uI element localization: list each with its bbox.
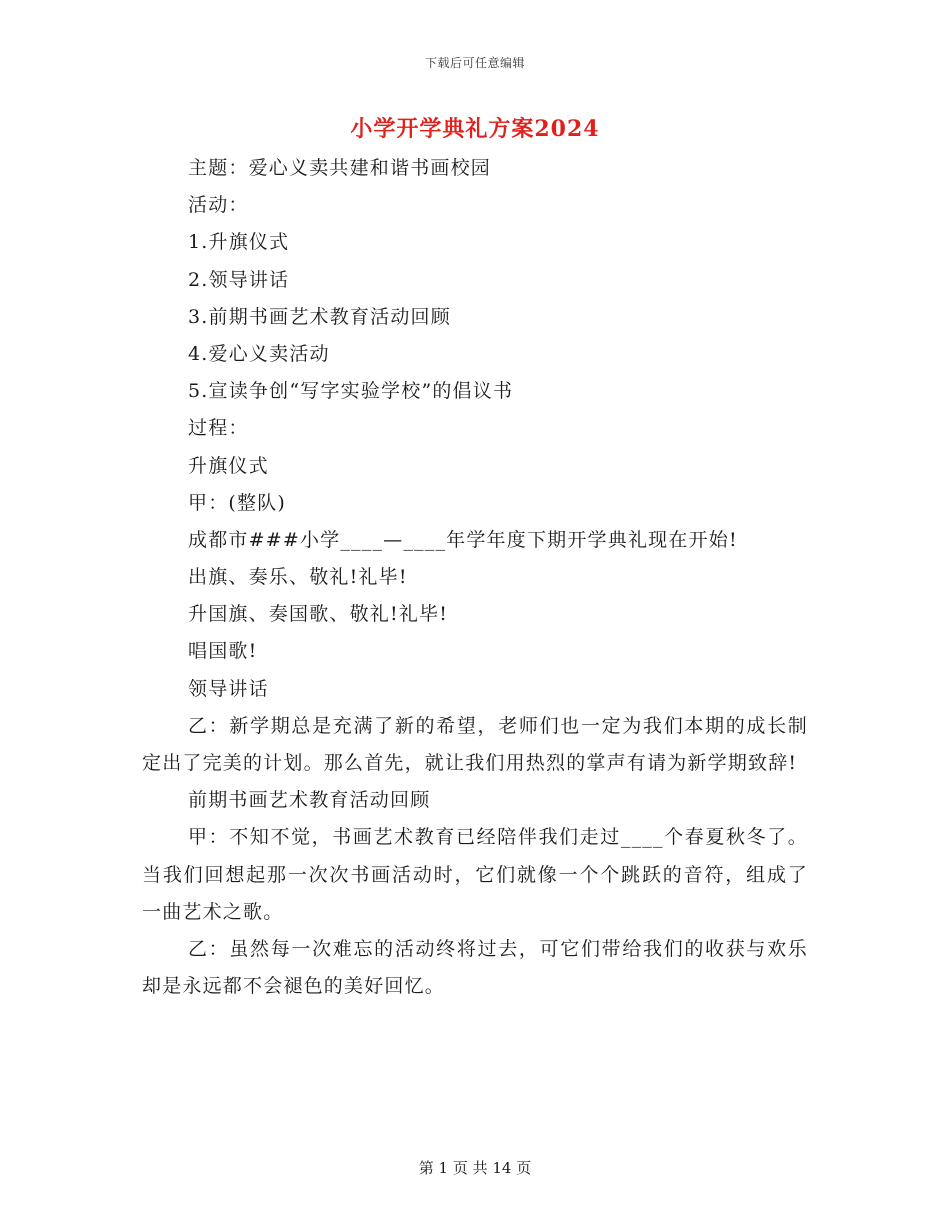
activity-item-5: 5.宣读争创“写字实验学校”的倡议书 xyxy=(188,380,514,403)
section-heading-flag: 升旗仪式 xyxy=(188,454,269,477)
document-title: 小学开学典礼方案2024 xyxy=(350,116,600,142)
flag-raise-line: 升国旗、奏国歌、敬礼!礼毕! xyxy=(188,603,449,626)
process-label: 过程： xyxy=(188,417,249,440)
flag-out-line: 出旗、奏乐、敬礼!礼毕! xyxy=(188,566,408,589)
header-note: 下载后可任意编辑 xyxy=(424,56,525,70)
activity-item-4: 4.爱心义卖活动 xyxy=(188,342,330,365)
activity-item-3: 3.前期书画艺术教育活动回顾 xyxy=(188,305,451,328)
activity-item-1: 1.升旗仪式 xyxy=(188,231,290,254)
document-body xyxy=(142,150,808,1005)
theme-line: 主题：爱心义卖共建和谐书画校园 xyxy=(188,157,492,179)
page-indicator: 第 1 页 共 14 页 xyxy=(418,1159,532,1177)
paragraph-jia-review: 甲：不知不觉，书画艺术教育已经陪伴我们走过____个春夏秋冬了。当我们回想起那一次次书画活动时，它们就像一个个跳跃的音符，组成了一曲艺术之歌。 xyxy=(142,826,808,923)
activities-label: 活动： xyxy=(188,194,249,217)
paragraph-yi-speech: 乙：新学期总是充满了新的希望，老师们也一定为我们本期的成长制定出了完美的计划。那么首先，就让我们用热烈的掌声有请为新学期致辞! xyxy=(142,714,808,775)
anthem-line: 唱国歌! xyxy=(188,640,258,663)
jia-line: 甲：(整队) xyxy=(188,491,287,514)
opening-line: 成都市###小学____—____年学年度下期开学典礼现在开始! xyxy=(188,528,738,551)
section-heading-review: 前期书画艺术教育活动回顾 xyxy=(188,789,431,812)
activity-item-2: 2.领导讲话 xyxy=(188,268,290,291)
paragraph-yi-review: 乙：虽然每一次难忘的活动终将过去，可它们带给我们的收获与欢乐却是永远都不会褪色的美好回忆。 xyxy=(142,938,808,998)
section-heading-speech: 领导讲话 xyxy=(188,677,269,700)
